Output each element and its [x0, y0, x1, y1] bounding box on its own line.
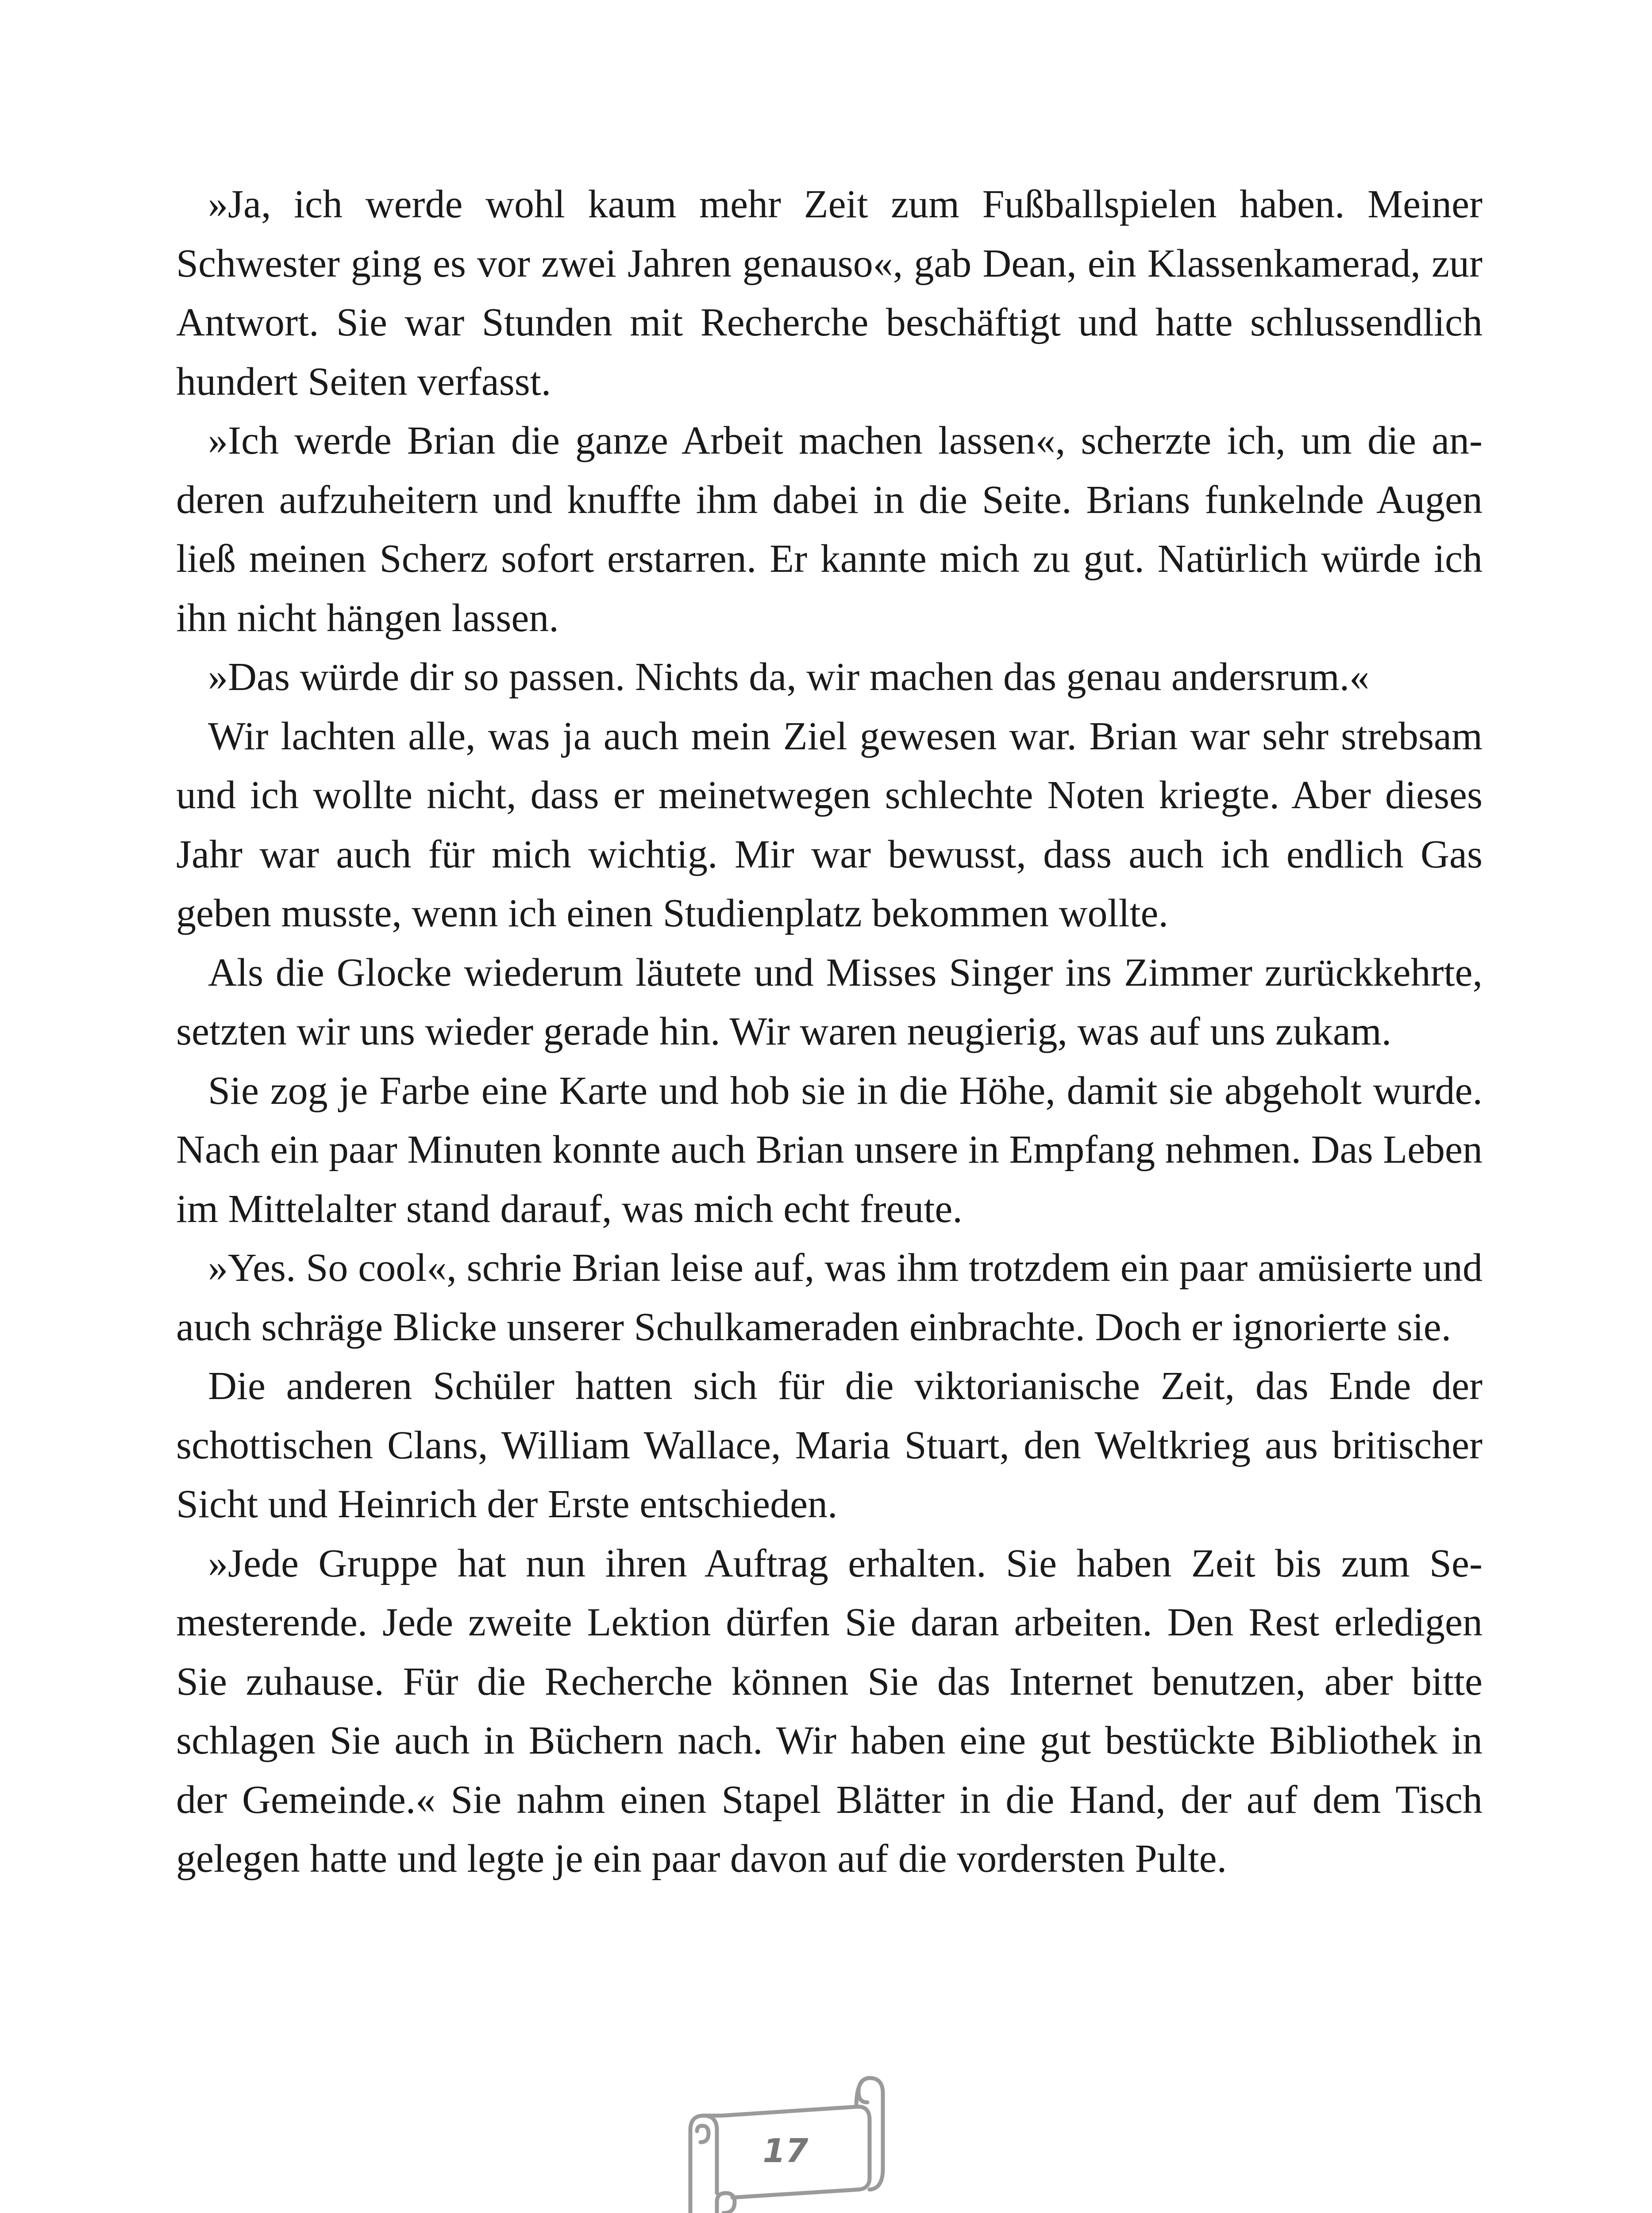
paragraph: »Yes. So cool«, schrie Brian leise auf, was ihm trotzdem ein paar amüsierte und auch schräge Blicke unserer Schulkameraden einbrachte. Doch er ignorierte sie.: [176, 1246, 1483, 1349]
paragraph: Sie zog je Farbe eine Karte und hob sie in die Höhe, damit sie abgeholt wurde. Nach ein paar Minuten konnte auch Brian unsere in Empfang nehmen. Das Leben im Mittelalter stand darauf, was mich echt freute.: [176, 1068, 1483, 1231]
scroll-banner-icon: [679, 2060, 887, 2213]
paragraph: »Jede Gruppe hat nun ihren Auftrag erhalten. Sie haben Zeit bis zum Semesterende. Jede zweite Lektion dürfen Sie daran arbeiten. Den Rest erledigen Sie zuhause. Für die Recherche können Sie das Internet benutzen, aber bitte schlagen Sie auch in Büchern nach. Wir haben eine gut bestückte Bibliothek in der Gemeinde.« Sie nahm einen Stapel Blätter in die Hand, der auf dem Tisch gelegen hatte und legte je ein paar davon auf die vordersten Pulte.: [176, 1541, 1483, 1881]
paragraph: Die anderen Schüler hatten sich für die viktorianische Zeit, das Ende der schottischen Clans, William Wallace, Maria Stuart, den Weltkrieg aus britischer Sicht und Heinrich der Erste entschieden.: [176, 1364, 1483, 1526]
page-number-text: 17: [762, 2132, 809, 2170]
paragraph: »Ja, ich werde wohl kaum mehr Zeit zum Fußballspielen haben. Meiner Schwester ging es vor zwei Jahren genauso«, gab Dean, ein Klassenkamerad, zur Antwort. Sie war Stunden mit Recherche beschäftigt und hatte schlussendlich hundert Seiten verfasst.: [176, 182, 1483, 404]
body-text: [176, 175, 1483, 1889]
paragraph: »Ich werde Brian die ganze Arbeit machen lassen«, scherzte ich, um die anderen aufzuheitern und knuffte ihm dabei in die Seite. Brians funkelnde Augen ließ meinen Scherz sofort erstarren. Er kannte mich zu gut. Natürlich würde ich ihn nicht hängen lassen.: [176, 419, 1483, 640]
paragraph: »Das würde dir so passen. Nichts da, wir machen das genau andersrum.«: [208, 655, 1370, 699]
paragraph: Wir lachten alle, was ja auch mein Ziel gewesen war. Brian war sehr strebsam und ich wollte nicht, dass er meinetwegen schlechte Noten kriegte. Aber dieses Jahr war auch für mich wichtig. Mir war bewusst, dass auch ich endlich Gas geben musste, wenn ich einen Studienplatz bekommen wollte.: [176, 714, 1483, 935]
paragraph: Als die Glocke wiederum läutete und Misses Singer ins Zimmer zurückkehrte, setzten wir uns wieder gerade hin. Wir waren neugierig, was auf uns zukam.: [176, 950, 1483, 1053]
